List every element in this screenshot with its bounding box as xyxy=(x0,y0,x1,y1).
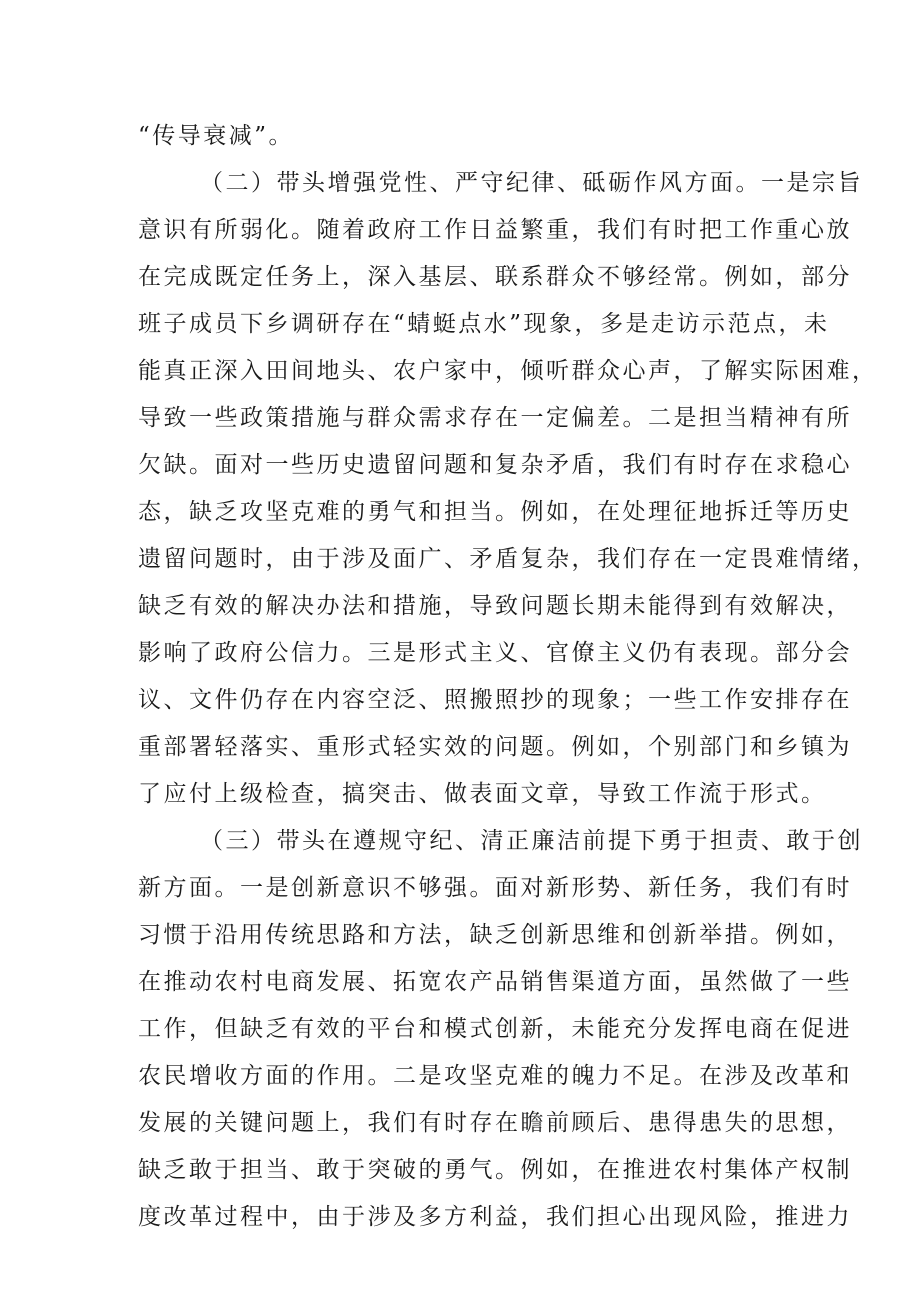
text-line: 农民增收方面的作用。二是攻坚克难的魄力不足。在涉及改革和 xyxy=(138,1063,852,1089)
text-line: 议、文件仍存在内容空泛、照搬照抄的现象；一些工作安排存在 xyxy=(138,687,852,713)
text-line: 班子成员下乡调研存在“蜻蜓点水”现象，多是走访示范点，未 xyxy=(138,311,830,337)
section-heading-line: （三）带头在遵规守纪、清正廉洁前提下勇于担责、敢于创 xyxy=(200,828,863,854)
text-line: 习惯于沿用传统思路和方法，缺乏创新思维和创新举措。例如， xyxy=(138,922,852,948)
text-line: 缺乏敢于担当、敢于突破的勇气。例如，在推进农村集体产权制 xyxy=(138,1157,852,1183)
text-line: 度改革过程中，由于涉及多方利益，我们担心出现风险，推进力 xyxy=(138,1204,852,1230)
text-line: 影响了政府公信力。三是形式主义、官僚主义仍有表现。部分会 xyxy=(138,640,852,666)
text-line: 在推动农村电商发展、拓宽农产品销售渠道方面，虽然做了一些 xyxy=(138,969,852,995)
paragraph-continuation xyxy=(138,113,796,160)
text-line: 重部署轻落实、重形式轻实效的问题。例如，个别部门和乡镇为 xyxy=(138,734,852,760)
paragraph-section-two xyxy=(138,160,878,818)
text-line: 发展的关键问题上，我们有时存在瞻前顾后、患得患失的思想， xyxy=(138,1110,852,1136)
text-line: 在完成既定任务上，深入基层、联系群众不够经常。例如，部分 xyxy=(138,264,852,290)
text-line: 新方面。一是创新意识不够强。面对新形势、新任务，我们有时 xyxy=(138,875,852,901)
paragraph-section-three xyxy=(138,818,863,1241)
text-line: 能真正深入田间地头、农户家中，倾听群众心声，了解实际困难， xyxy=(138,358,878,384)
text-line: 导致一些政策措施与群众需求存在一定偏差。二是担当精神有所 xyxy=(138,405,852,431)
text-line: 缺乏有效的解决办法和措施，导致问题长期未能得到有效解决， xyxy=(138,593,852,619)
document-body xyxy=(138,113,878,1241)
text-line: 态，缺乏攻坚克难的勇气和担当。例如，在处理征地拆迁等历史 xyxy=(138,499,852,525)
text-line: 了应付上级检查，搞突击、做表面文章，导致工作流于形式。 xyxy=(138,781,827,807)
section-heading-line: （二）带头增强党性、严守纪律、砥砺作风方面。一是宗旨 xyxy=(200,170,863,196)
text-line: “传导衰减”。 xyxy=(138,123,295,149)
text-line: 意识有所弱化。随着政府工作日益繁重，我们有时把工作重心放 xyxy=(138,217,852,243)
text-line: 遗留问题时，由于涉及面广、矛盾复杂，我们存在一定畏难情绪， xyxy=(138,546,878,572)
text-line: 欠缺。面对一些历史遗留问题和复杂矛盾，我们有时存在求稳心 xyxy=(138,452,852,478)
text-line: 工作，但缺乏有效的平台和模式创新，未能充分发挥电商在促进 xyxy=(138,1016,852,1042)
